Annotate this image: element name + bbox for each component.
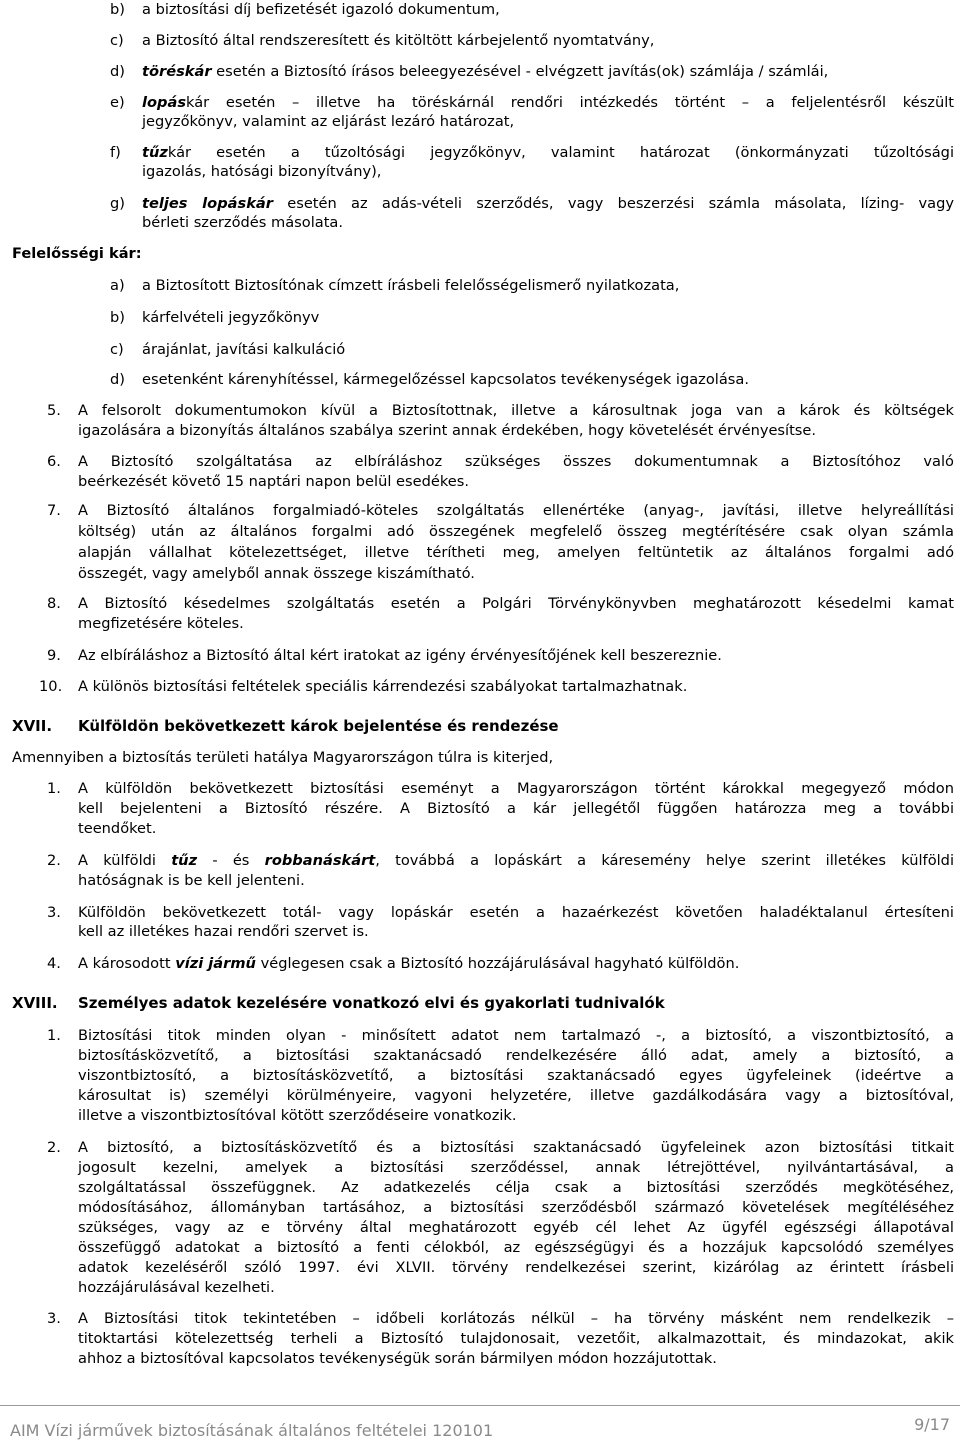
s17-item-2-number: 2.	[47, 852, 61, 869]
item-8-number: 8.	[47, 595, 61, 612]
section-17-number: XVII.	[12, 717, 53, 735]
s17-item-2-pre: A külföldi	[78, 852, 172, 869]
section-17-title: Külföldön bekövetkezett károk bejelentése és rendezése	[78, 717, 559, 735]
item-8-line2: megfizetésére köteles.	[78, 615, 244, 632]
liability-a-label: a)	[110, 277, 125, 294]
item-f-text: kár esetén a tűzoltósági jegyzőkönyv, valamint határozat (önkormányzati tűzoltósági	[167, 144, 954, 161]
s18-item-2-line6: összefüggő adatokat a biztosító a fenti célokból, az egészségügyi és a hozzájuk kapcsolódó személyes	[78, 1239, 954, 1256]
item-6-line1: A Biztosító szolgáltatása az elbíráláshoz szükséges összes dokumentumnak a Biztosítóhoz való	[78, 453, 954, 470]
item-f-label: f)	[110, 144, 121, 161]
item-e-line1	[142, 93, 954, 113]
liability-a-text: a Biztosított Biztosítónak címzett írásbeli felelősségelismerő nyilatkozata,	[142, 277, 680, 294]
s18-item-2-line5: szükséges, vagy az e törvény által meghatározott egyéb cél lehet Az ügyfél egészségi állapotával	[78, 1219, 954, 1236]
item-g-label: g)	[110, 195, 125, 212]
item-c-label: c)	[110, 32, 124, 49]
s18-item-1-line3: viszontbiztosító, a biztosításközvetítő, a biztosítási szaktanácsadó egyes ügyfeleinek (ideértve a	[78, 1067, 954, 1084]
s18-item-3-line3: ahhoz a biztosítóval kapcsolatos tevékenységük során bármilyen módon hozzájutottak.	[78, 1350, 717, 1367]
s18-item-2-line2: jogosult kezelni, amelyek a biztosítási szerződéssel, annak létrejöttével, nyilvántartásával, a	[78, 1159, 954, 1176]
item-7-line3: alapján vállalhat kötelezettséget, illetve térítheti meg, amelyen feltüntetik az általános forgalmi adó	[78, 544, 954, 561]
item-7-line1: A Biztosító általános forgalmiadó-köteles szolgáltatás ellenértéke (anyag-, javítási, illetve helyreállítási	[78, 502, 954, 519]
item-b-text: a biztosítási díj befizetését igazoló dokumentum,	[142, 1, 500, 18]
s18-item-1-line2: biztosításközvetítő, a biztosítási szaktanácsadó rendelkezésére álló adat, amely a biztosító, a	[78, 1047, 954, 1064]
item-5-line1: A felsorolt dokumentumokon kívül a Biztosítottnak, illetve a károsultnak joga van a károk és költségek	[78, 402, 954, 419]
s18-item-2-line4: módosításához, állományban tartásához, a biztosítási szerződésből származó követelések megítéléséhez	[78, 1199, 954, 1216]
item-8-line1: A Biztosító késedelmes szolgáltatás esetén a Polgári Törvénykönyvben meghatározott késedelmi kamat	[78, 595, 954, 612]
section-18-number: XVIII.	[12, 994, 58, 1012]
item-f-emphasis: tűz	[142, 144, 168, 161]
s17-item-2-post: , továbbá a lopáskárt a káresemény helye szerint illetékes külföldi	[375, 852, 954, 869]
item-9-line1: Az elbíráláshoz a Biztosító által kért iratokat az igény érvényesítőjének kell beszereznie.	[78, 647, 722, 664]
item-g-line1	[142, 194, 954, 214]
item-6-line2: beérkezését követő 15 naptári napon belül esedékes.	[78, 473, 469, 490]
s18-item-2-line8: hozzájárulásával kezelheti.	[78, 1279, 275, 1296]
s17-item-4-post: véglegesen csak a Biztosító hozzájárulásával hagyható külföldön.	[255, 955, 740, 972]
liability-b-label: b)	[110, 309, 125, 326]
item-10-number: 10.	[39, 678, 63, 695]
footer-page-number: 9/17	[914, 1415, 950, 1434]
item-7-line4: összegét, vagy amelyből annak összege kiszámítható.	[78, 565, 475, 582]
item-e-line2: jegyzőkönyv, valamint az eljárást lezáró határozat,	[142, 113, 515, 130]
item-g-text: esetén az adás-vételi szerződés, vagy beszerzési számla másolata, lízing- vagy	[272, 195, 954, 212]
item-e-emphasis: lopás	[142, 94, 187, 111]
item-f-line2: igazolás, hatósági bizonyítvány),	[142, 163, 382, 180]
item-5-line2: igazolására a bizonyítás általános szabálya szerint annak érdekében, hogy követelését érvényesítse.	[78, 422, 817, 439]
s17-item-4-number: 4.	[47, 955, 61, 972]
item-7-line2: költség) után az általános forgalmi adó összegének megfelelő összeg megtérítésére csak olyan számla	[78, 523, 954, 540]
liability-d-text: esetenként kárenyhítéssel, kármegelőzéssel kapcsolatos tevékenységek igazolása.	[142, 371, 749, 388]
s18-item-1-line4: károsultat is) személyi körülményeire, vagyoni helyzetére, illetve gazdálkodására vagy a biztosítóval,	[78, 1087, 954, 1104]
item-c-text: a Biztosító által rendszeresített és kitöltött kárbejelentő nyomtatvány,	[142, 32, 655, 49]
s17-item-1-number: 1.	[47, 780, 61, 797]
item-g-emphasis: teljes lopáskár	[142, 195, 273, 212]
liability-d-label: d)	[110, 371, 125, 388]
s17-item-3-line2: kell az illetékes hazai rendőri szervet is.	[78, 923, 369, 940]
s18-item-2-number: 2.	[47, 1139, 61, 1156]
s17-item-4-emph: vízi jármű	[175, 955, 256, 972]
liability-heading: Felelősségi kár:	[12, 245, 142, 262]
item-7-number: 7.	[47, 502, 61, 519]
s17-item-1-line3: teendőket.	[78, 820, 157, 837]
s18-item-2-line1: A biztosító, a biztosításközvetítő és a biztosítási szaktanácsadó ügyfeleinek azon biztosítási titkait	[78, 1139, 954, 1156]
item-e-text: kár esetén – illetve ha töréskárnál rendőri intézkedés történt – a feljelentésről készült	[186, 94, 954, 111]
s17-item-1-line1: A külföldön bekövetkezett biztosítási eseményt a Magyarországon történt károkkal megegyező módon	[78, 780, 954, 797]
s18-item-1-line1: Biztosítási titok minden olyan - minősített adatot nem tartalmazó -, a biztosító, a viszontbiztosító, a	[78, 1027, 954, 1044]
s17-item-2-line1	[78, 851, 954, 871]
s17-item-4-pre: A károsodott	[78, 955, 176, 972]
item-5-number: 5.	[47, 402, 61, 419]
s18-item-3-line2: titoktartási kötelezettség terheli a Biztosító tulajdonosait, vezetőit, alkalmazottait, és mindazokat, akik	[78, 1330, 954, 1347]
s18-item-1-line5: illetve a viszontbiztosítóval kötött szerződéseire vonatkozik.	[78, 1107, 517, 1124]
item-b-label: b)	[110, 1, 125, 18]
item-g-line2: bérleti szerződés másolata.	[142, 214, 343, 231]
s17-item-3-line1: Külföldön bekövetkezett totál- vagy lopáskár esetén a hazaérkezést követően haladéktalanul értesíteni	[78, 904, 954, 921]
s17-item-4-line1	[78, 954, 739, 974]
footer-title: AIM Vízi járművek biztosításának általános feltételei 120101	[10, 1421, 494, 1440]
section-18-title: Személyes adatok kezelésére vonatkozó elvi és gyakorlati tudnivalók	[78, 994, 665, 1012]
item-6-number: 6.	[47, 453, 61, 470]
page-footer	[0, 1403, 960, 1445]
s18-item-2-line3: szolgáltatással összefüggnek. Az adatkezelés célja csak a biztosítási szerződés megkötéséhez,	[78, 1179, 954, 1196]
liability-c-text: árajánlat, javítási kalkuláció	[142, 341, 346, 358]
s18-item-3-number: 3.	[47, 1310, 61, 1327]
liability-c-label: c)	[110, 341, 124, 358]
s17-item-2-emph-explosion: robbanáskárt	[264, 852, 376, 869]
liability-b-text: kárfelvételi jegyzőkönyv	[142, 309, 320, 326]
s18-item-3-line1: A Biztosítási titok tekintetében – időbeli korlátozás nélkül – ha törvény másként nem rendelkezik –	[78, 1310, 954, 1327]
section-17-intro: Amennyiben a biztosítás területi hatálya Magyarországon túlra is kiterjed,	[12, 749, 554, 766]
item-d-label: d)	[110, 63, 125, 80]
item-d-text: esetén a Biztosító írásos beleegyezésével - elvégzett javítás(ok) számlája / számlái,	[211, 63, 829, 80]
s17-item-3-number: 3.	[47, 904, 61, 921]
item-e-label: e)	[110, 94, 125, 111]
item-9-number: 9.	[47, 647, 61, 664]
item-10-line1: A különös biztosítási feltételek speciális kárrendezési szabályokat tartalmazhatnak.	[78, 678, 688, 695]
s18-item-1-number: 1.	[47, 1027, 61, 1044]
item-d-emphasis: töréskár	[142, 63, 212, 80]
item-f-line1	[142, 143, 954, 163]
s17-item-2-mid: - és	[197, 852, 265, 869]
s17-item-1-line2: kell bejelenteni a Biztosító részére. A Biztosító a kár jellegétől függően határozza meg a további	[78, 800, 954, 817]
item-d-line	[142, 62, 828, 82]
s17-item-2-line2: hatóságnak is be kell jelenteni.	[78, 872, 305, 889]
s17-item-2-emph-fire: tűz	[171, 852, 198, 869]
s18-item-2-line7: adatok kezeléséről szóló 1997. évi XLVII. törvény rendelkezései szerint, kizárólag az érintett írásbeli	[78, 1259, 954, 1276]
footer-divider	[0, 1405, 960, 1406]
